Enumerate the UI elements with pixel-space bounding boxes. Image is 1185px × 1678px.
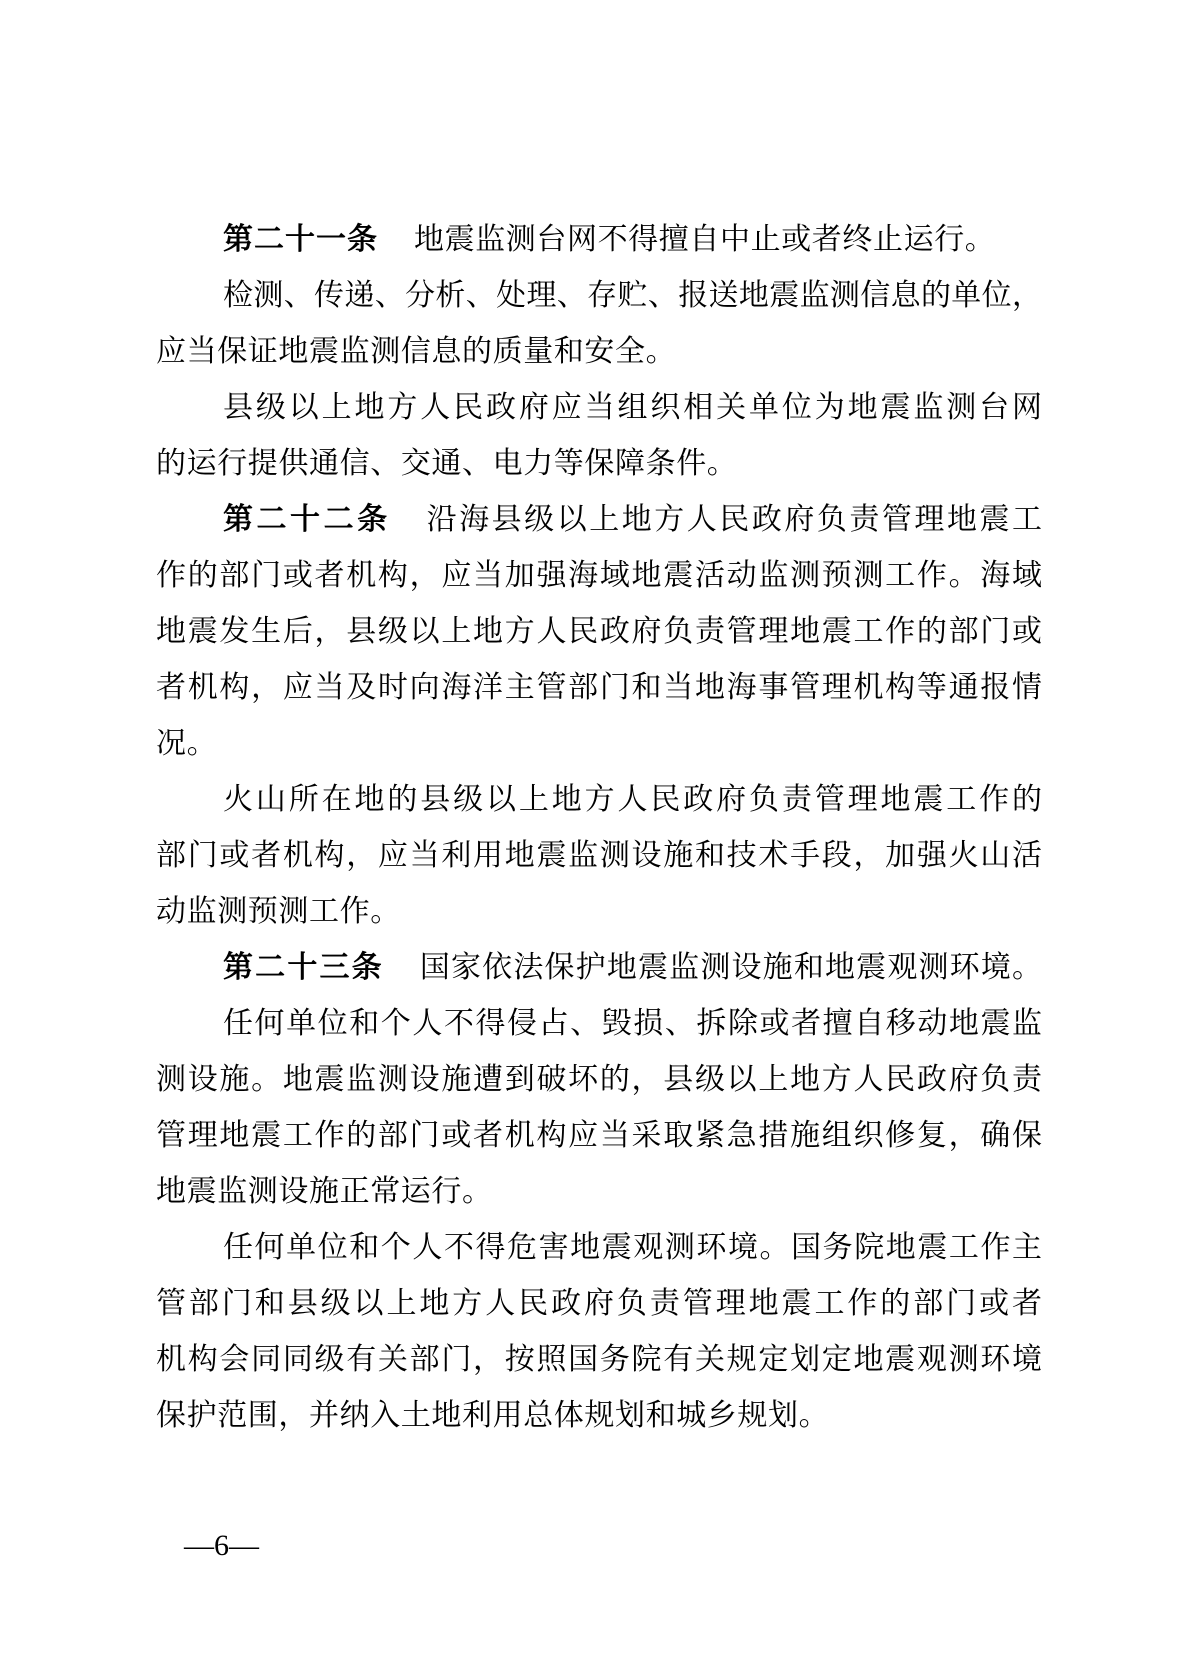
text-line: 动监测预测工作。 bbox=[156, 895, 401, 928]
text-line: 任何单位和个人不得侵占、毁损、拆除或者擅自移动地震监 bbox=[223, 1007, 1042, 1040]
article-number: 第二十二条 bbox=[223, 503, 391, 536]
text-line: 的运行提供通信、交通、电力等保障条件。 bbox=[156, 447, 738, 480]
text-line: 地震发生后，县级以上地方人民政府负责管理地震工作的部门或 bbox=[156, 615, 1042, 648]
document-body bbox=[156, 212, 1042, 1444]
text-line: 任何单位和个人不得危害地震观测环境。国务院地震工作主 bbox=[223, 1231, 1042, 1264]
text-line: 管部门和县级以上地方人民政府负责管理地震工作的部门或者 bbox=[156, 1287, 1042, 1320]
text-line: 机构会同同级有关部门，按照国务院有关规定划定地震观测环境 bbox=[156, 1343, 1042, 1376]
text-line: 况。 bbox=[156, 727, 218, 760]
article-number: 第二十三条 bbox=[223, 951, 384, 984]
text-line-article-21 bbox=[156, 212, 1042, 268]
text-line: 作的部门或者机构，应当加强海域地震活动监测预测工作。海域 bbox=[156, 559, 1042, 592]
article-number: 第二十一条 bbox=[223, 223, 378, 256]
text-line: 火山所在地的县级以上地方人民政府负责管理地震工作的 bbox=[223, 783, 1042, 816]
article-text: 地震监测台网不得擅自中止或者终止运行。 bbox=[414, 223, 996, 256]
text-line-article-23 bbox=[156, 940, 1042, 996]
text-line: 应当保证地震监测信息的质量和安全。 bbox=[156, 335, 677, 368]
text-line: 部门或者机构，应当利用地震监测设施和技术手段，加强火山活 bbox=[156, 839, 1042, 872]
text-line: 地震监测设施正常运行。 bbox=[156, 1175, 493, 1208]
text-line: 检测、传递、分析、处理、存贮、报送地震监测信息的单位， bbox=[223, 279, 1042, 312]
text-line: 测设施。地震监测设施遭到破坏的，县级以上地方人民政府负责 bbox=[156, 1063, 1042, 1096]
text-line: 管理地震工作的部门或者机构应当采取紧急措施组织修复，确保 bbox=[156, 1119, 1042, 1152]
page-number: —6— bbox=[184, 1529, 259, 1562]
text-line-article-22 bbox=[156, 492, 1042, 548]
text-line: 县级以上地方人民政府应当组织相关单位为地震监测台网 bbox=[223, 391, 1042, 424]
article-text: 国家依法保护地震监测设施和地震观测环境。 bbox=[419, 951, 1042, 984]
article-text: 沿海县级以上地方人民政府负责管理地震工 bbox=[426, 503, 1042, 536]
text-line: 保护范围，并纳入土地利用总体规划和城乡规划。 bbox=[156, 1399, 830, 1432]
text-line: 者机构，应当及时向海洋主管部门和当地海事管理机构等通报情 bbox=[156, 671, 1042, 704]
